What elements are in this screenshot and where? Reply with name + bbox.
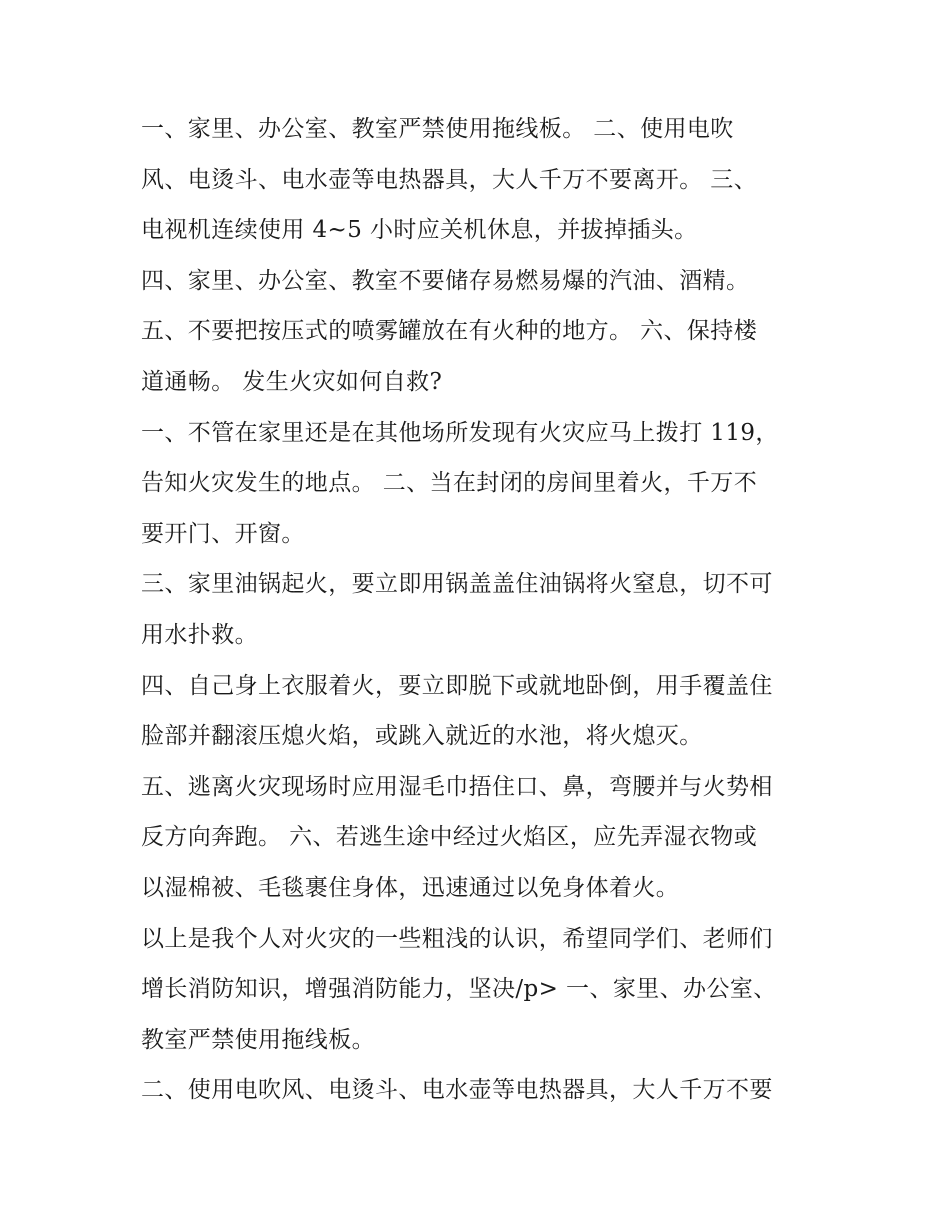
text-line: 五、不要把按压式的喷雾罐放在有火种的地方。 六、保持楼 [141, 318, 758, 345]
text-line: 四、家里、办公室、教室不要储存易燃易爆的汽油、酒精。 [141, 267, 750, 294]
text-line: 一、家里、办公室、教室严禁使用拖线板。 二、使用电吹 [141, 116, 734, 142]
text-line: 三、家里油锅起火，要立即用锅盖盖住油锅将火窒息，切不可 [141, 571, 773, 598]
text-line: 一、不管在家里还是在其他场所发现有火灾应马上拨打 119， [141, 419, 779, 446]
text-line: 四、自己身上衣服着火，要立即脱下或就地卧倒，用手覆盖住 [141, 672, 773, 699]
text-line: 以上是我个人对火灾的一些粗浅的认识，希望同学们、老师们 [141, 925, 773, 952]
text-line: 增长消防知识，增强消防能力，坚决/p> 一、家里、办公室、 [141, 976, 777, 1003]
text-line: 要开门、开窗。 [141, 520, 305, 547]
text-line: 五、逃离火灾现场时应用湿毛巾捂住口、鼻，弯腰并与火势相 [141, 773, 773, 800]
text-line: 风、电烫斗、电水壶等电热器具，大人千万不要离开。 三、 [141, 166, 758, 193]
text-line: 二、使用电吹风、电烫斗、电水壶等电热器具，大人千万不要 [141, 1077, 773, 1104]
text-line: 以湿棉被、毛毯裹住身体，迅速通过以免身体着火。 [141, 874, 680, 901]
text-line: 反方向奔跑。 六、若逃生途中经过火焰区，应先弄湿衣物或 [141, 824, 758, 851]
text-line: 道通畅。 发生火灾如何自救? [141, 368, 443, 395]
text-line: 脸部并翻滚压熄火焰，或跳入就近的水池，将火熄灭。 [141, 723, 703, 750]
text-line: 教室严禁使用拖线板。 [141, 1026, 375, 1053]
text-line: 用水扑救。 [141, 621, 258, 648]
text-line: 电视机连续使用 4~5 小时应关机休息，并拔掉插头。 [141, 217, 698, 244]
document-body [141, 110, 821, 1122]
text-line: 告知火灾发生的地点。 二、当在封闭的房间里着火，千万不 [141, 470, 758, 497]
